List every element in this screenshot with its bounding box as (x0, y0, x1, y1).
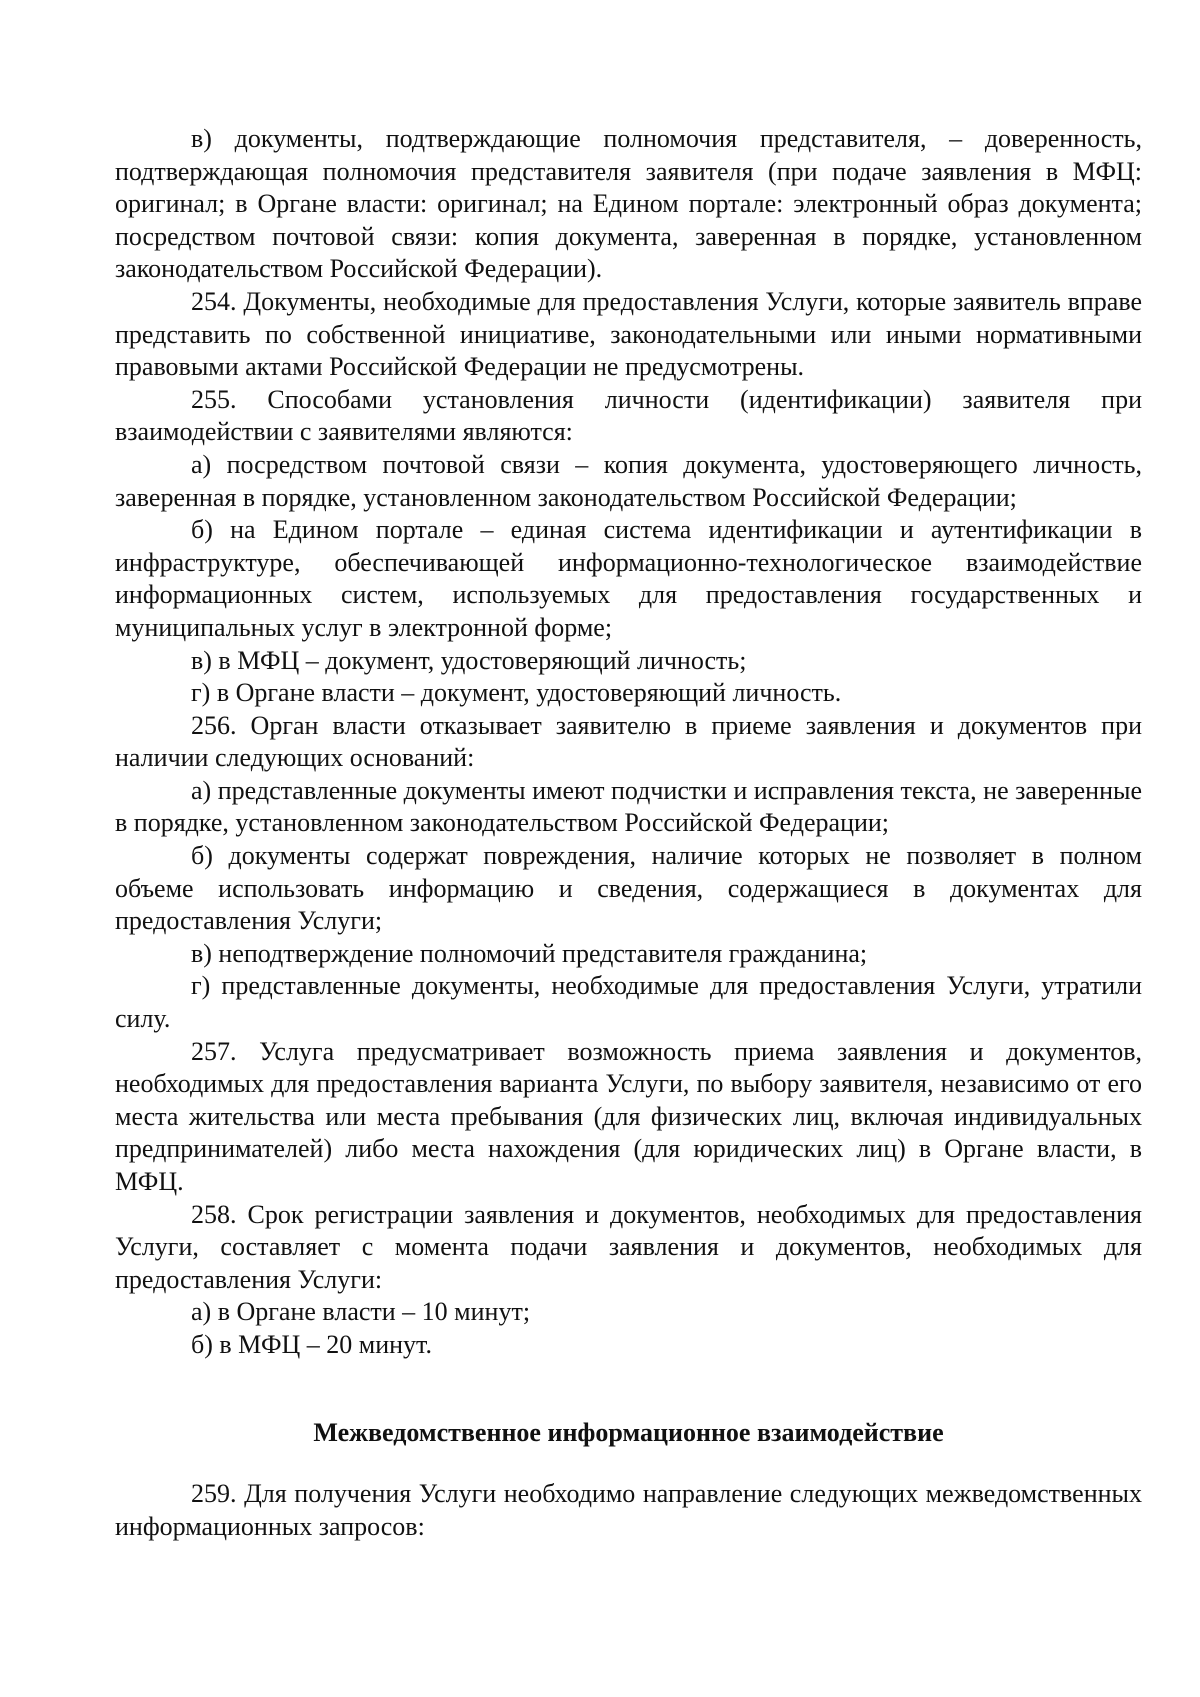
paragraph-255-b: б) на Едином портале – единая система идентификации и аутентификации в инфраструктуре, обеспечивающей информационно-технологическое взаимодействие информационных систем, используемых для предоставления государственных и муниципальных услуг в электронной форме; (115, 515, 1142, 642)
paragraph-256-g: г) представленные документы, необходимые для предоставления Услуги, утратили силу. (115, 971, 1142, 1034)
paragraph-256-b: б) документы содержат повреждения, наличие которых не позволяет в полном объеме использовать информацию и сведения, содержащиеся в документах для предоставления Услуги; (115, 841, 1142, 936)
paragraph-254: 254. Документы, необходимые для предоставления Услуги, которые заявитель вправе представить по собственной инициативе, законодательными или иными нормативными правовыми актами Российской Федерации не предусмотрены. (115, 286, 1142, 382)
section-heading: Межведомственное информационное взаимодействие (313, 1417, 944, 1447)
paragraph-255-g: г) в Органе власти – документ, удостоверяющий личность. (191, 678, 842, 708)
paragraph-256-v: в) неподтверждение полномочий представителя гражданина; (191, 938, 868, 968)
paragraph-255-a: а) посредством почтовой связи – копия документа, удостоверяющего личность, заверенная в порядке, установленном законодательством Российской Федерации; (115, 449, 1142, 512)
paragraph-259: 259. Для получения Услуги необходимо направление следующих межведомственных информационных запросов: (115, 1479, 1142, 1541)
paragraph-256-a: а) представленные документы имеют подчистки и исправления текста, не заверенные в порядке, установленном законодательством Российской Федерации; (115, 775, 1142, 838)
paragraph-258-a: а) в Органе власти – 10 минут; (191, 1297, 531, 1327)
paragraph-256: 256. Орган власти отказывает заявителю в приеме заявления и документов при наличии следующих оснований: (115, 710, 1142, 773)
paragraph-255: 255. Способами установления личности (идентификации) заявителя при взаимодействии с заявителями являются: (115, 384, 1142, 447)
paragraph-258-b: б) в МФЦ – 20 минут. (191, 1329, 432, 1359)
paragraph-powers-documents: в) документы, подтверждающие полномочия представителя, – доверенность, подтверждающая полномочия представителя заявителя (при подаче заявления в МФЦ: оригинал; в Органе власти: оригинал; на Едином портале: электронный образ документа; посредством почтовой связи: копия документа, заверенная в порядке, установленном законодательством Российской Федерации). (115, 124, 1142, 284)
paragraph-255-v: в) в МФЦ – документ, удостоверяющий личность; (191, 645, 747, 675)
paragraph-258: 258. Срок регистрации заявления и документов, необходимых для предоставления Услуги, составляет с момента подачи заявления и документов, необходимых для предоставления Услуги: (115, 1199, 1142, 1294)
document-page (115, 123, 1142, 1543)
paragraph-257: 257. Услуга предусматривает возможность приема заявления и документов, необходимых для предоставления варианта Услуги, по выбору заявителя, независимо от его места жительства или места пребывания (для физических лиц, включая индивидуальных предпринимателей) либо места нахождения (для юридических лиц) в Органе власти, в МФЦ. (115, 1036, 1142, 1196)
